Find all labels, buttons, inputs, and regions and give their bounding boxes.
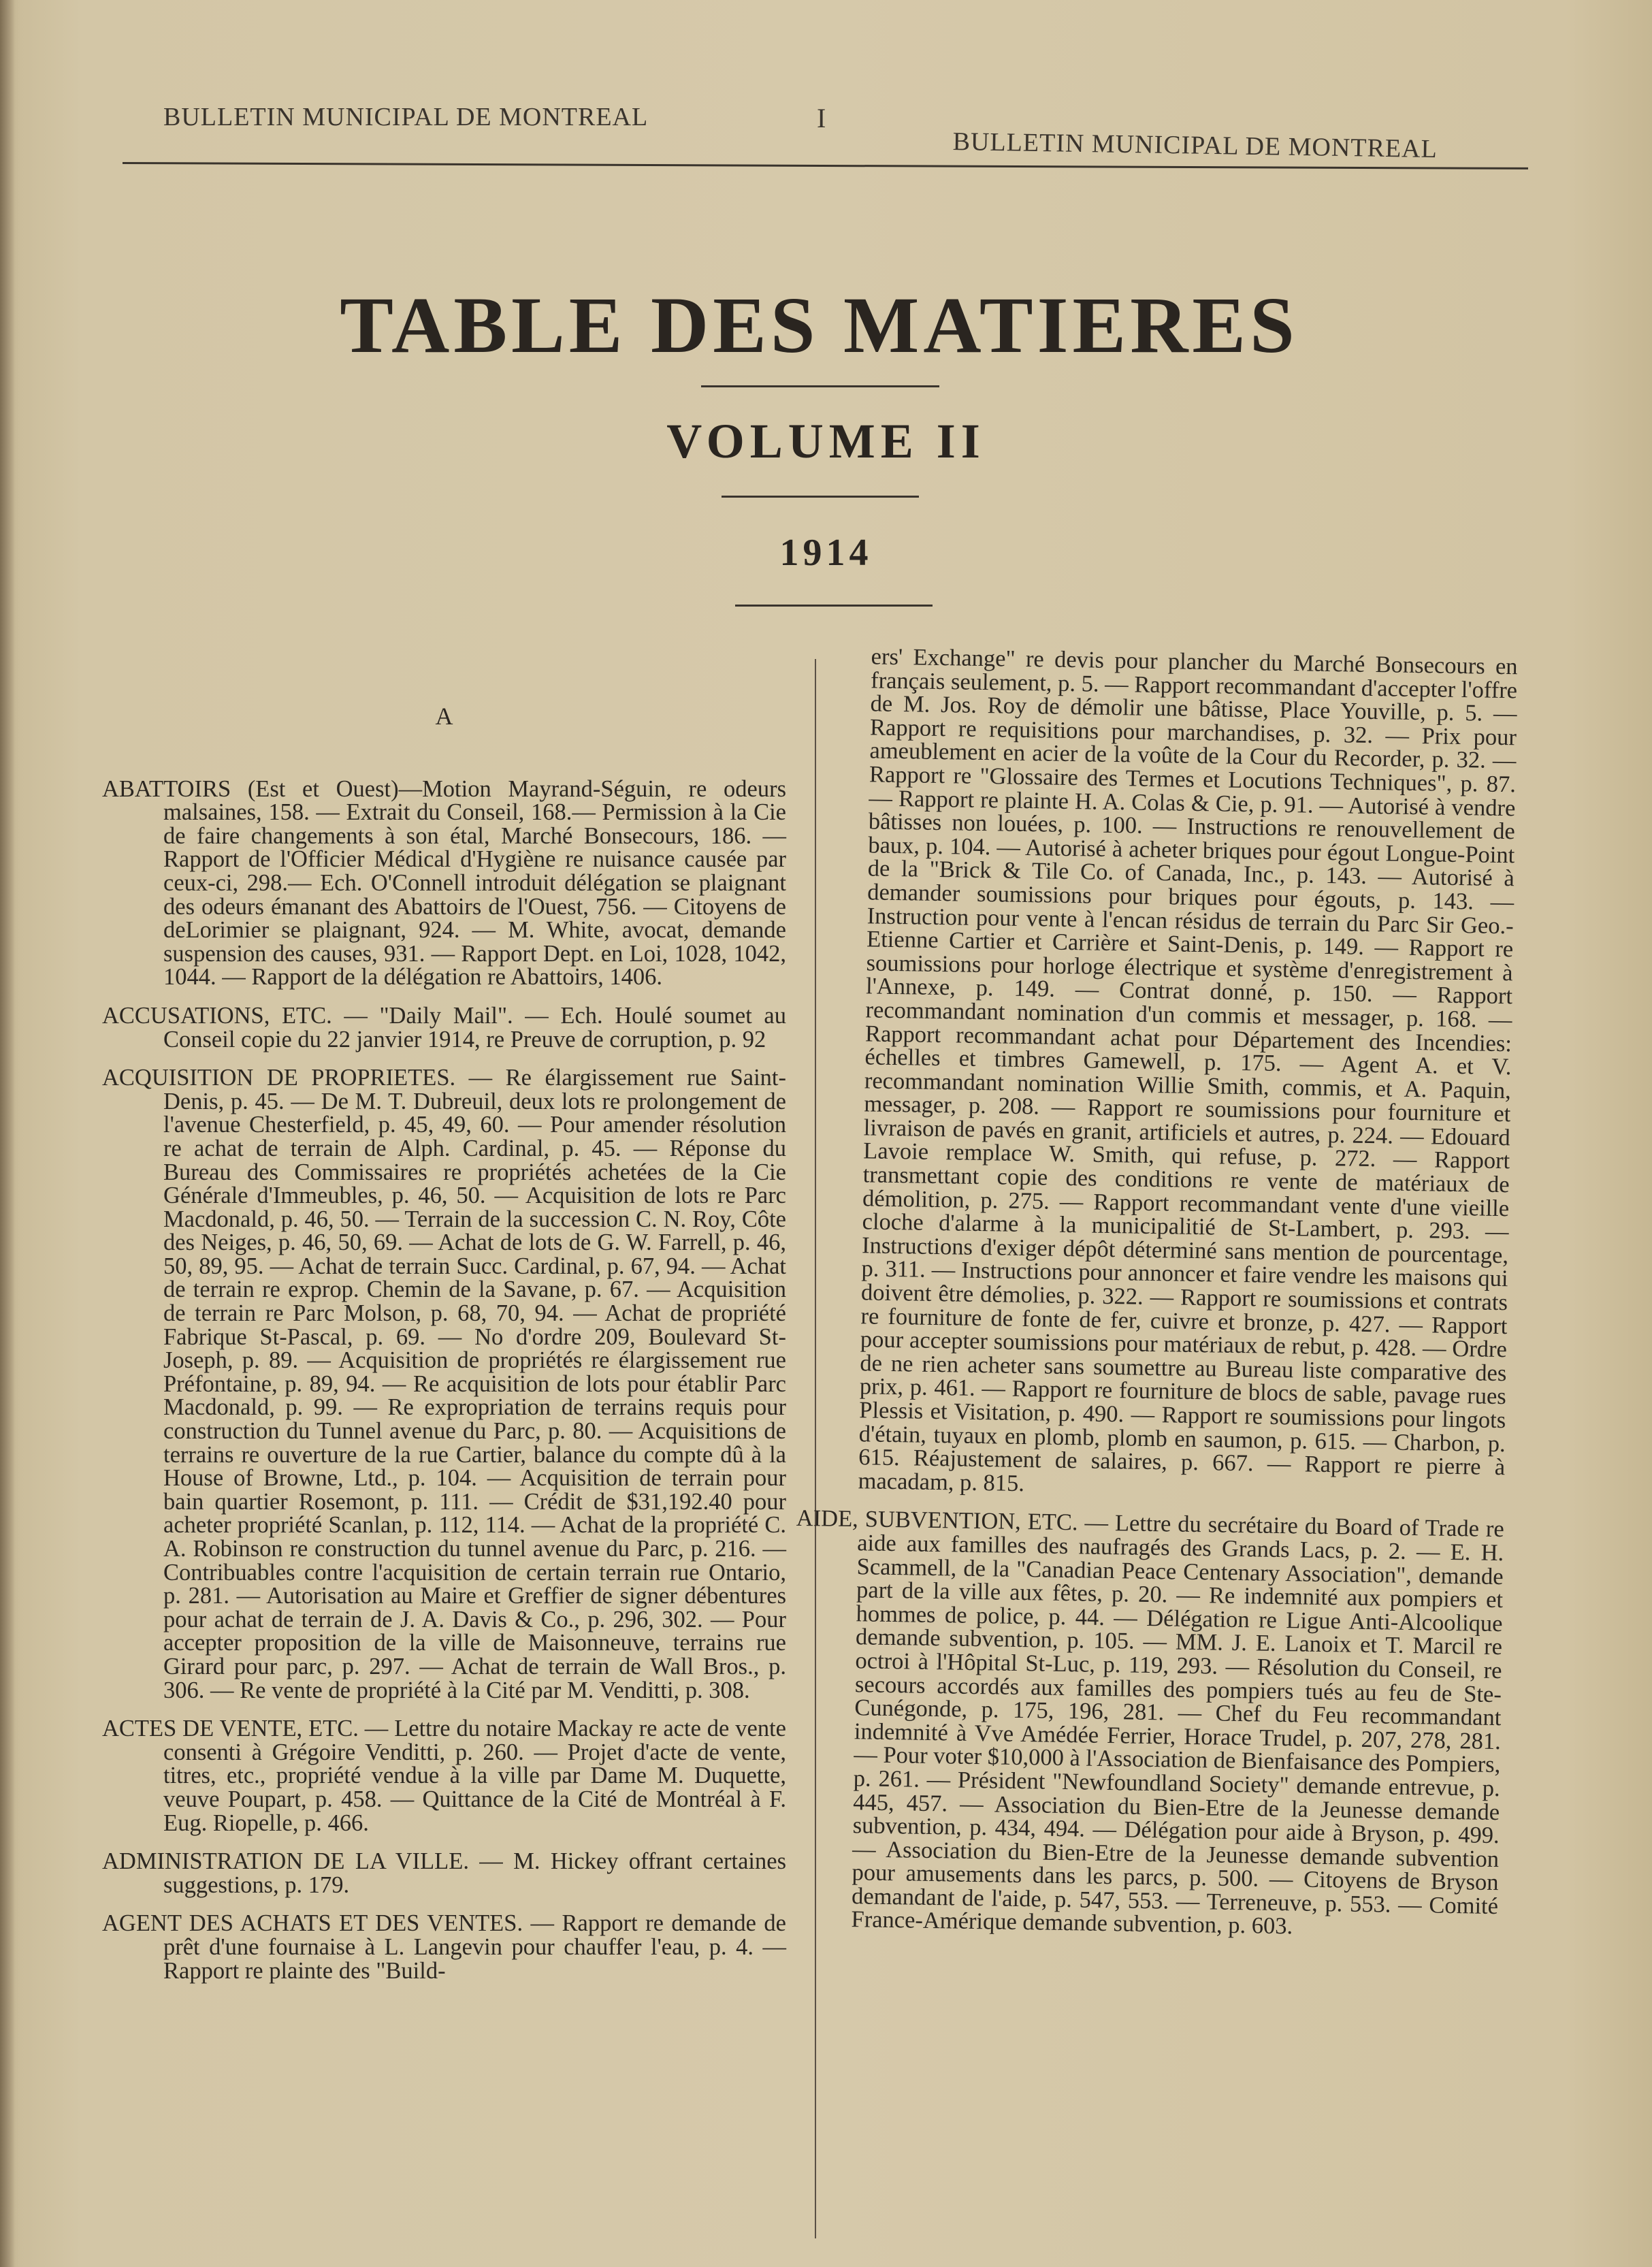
- index-entry-acquisition: ACQUISITION DE PROPRIETES. — Re élargissement rue Saint-Denis, p. 45. — De M. T. Dubreuil, deux lots re prolongement de l'avenue Chesterfield, p. 45, 49, 60. — Pour amender résolution re achat de terrain de Alph. Cardinal, p. 45. — Réponse du Bureau des Commissaires re propriétés achetées de la Cie Générale d'Immeubles, p. 46, 50. — Acquisition de lots re Parc Macdonald, p. 46, 50. — Terrain de la succession C. N. Roy, Côte des Neiges, p. 46, 50, 69. — Achat de lots de G. W. Farrell, p. 46, 50, 89, 95. — Achat de terrain Succ. Cardinal, p. 67, 94. — Achat de terrain re exprop. Chemin de la Savane, p. 67. — Acquisition de terrain re Parc Molson, p. 68, 70, 94. — Achat de propriété Fabrique St-Pascal, p. 69. — No d'ordre 209, Boulevard St-Joseph, p. 89. — Acquisition de propriétés re élargissement rue Préfontaine, p. 89, 94. — Re acquisition de lots pour établir Parc Macdonald, p. 99. — Re expropriation de terrains requis pour construction du Tunnel avenue du Parc, p. 80. — Acquisitions de terrains re ouverture de la rue Cartier, balance du compte dû à la House of Browne, Ltd., p. 104. — Acquisition de terrain pour bain quartier Rosemont, p. 111. — Crédit de $31,192.40 pour acheter propriété Scanlan, p. 112, 114. — Achat de la propriété C. A. Robinson re construction du tunnel avenue du Parc, p. 216. — Contribuables contre l'acquisition de certain terrain rue Ontario, p. 281. — Autorisation au Maire et Greffier de signer débentures pour achat de terrain de J. A. Davis & Co., p. 296, 302. — Pour accepter proposition de la ville de Maisonneuve, terrains rue Girard pour parc, p. 297. — Achat de terrain de Wall Bros., p. 306. — Re vente de propriété à la Cité par M. Venditti, p. 308.: [102, 1065, 786, 1703]
- volume-title: VOLUME II: [666, 414, 986, 468]
- header-rule: [123, 162, 1528, 170]
- index-entry-continuation: ers' Exchange" re devis pour plancher du Marché Bonsecours en français seulement, p. 5. — Rapport recommandant d'accepter l'offre de M. Jos. Roy de démolir une bâtisse, Place Youville, p. 5. — Rapport re requisitions pour marchandises, p. 32. — Prix pour ameublement en acier de la voûte de la Cour du Recorder, p. 32. — Rapport re "Glossaire des Termes et Locutions Techniques", p. 87. — Rapport re plainte H. A. Colas & Cie, p. 91. — Autorisé à vendre bâtisses non louées, p. 100. — Instructions re renouvellement de baux, p. 104. — Autorisé à acheter briques pour égout Longue-Point de la "Brick & Tile Co. of Canada, Inc., p. 143. — Autorisé à demander soumissions pour briques pour égouts, p. 143. — Instruction pour vente à l'encan résidus de terrain du Parc Sir Geo.-Etienne Cartier et Carrière et Saint-Denis, p. 149. — Rapport re soumissions pour horloge électrique et système d'enregistrement à l'Annexe, p. 149. — Contrat donné, p. 150. — Rapport recommandant nomination d'un commis et messager, p. 168. — Rapport recommandant achat pour Département des Incendies: échelles et timbres Gamewell, p. 175. — Agent A. et V. recommandant nomination Willie Smith, commis, et A. Paquin, messager, p. 208. — Rapport re soumissions pour fourniture et livraison de pavés en granit, artificiels et autres, p. 224. — Edouard Lavoie remplace W. Smith, qui refuse, p. 272. — Rapport transmettant copie des conditions re vente de matériaux de démolition, p. 275. — Rapport recommandant vente d'une vieille cloche d'alarme à la municipalitié de St-Lambert, p. 293. — Instructions d'exiger dépôt déterminé sans mention de pourcentage, p. 311. — Instructions pour annoncer et faire vendre les maisons qui doivent être démolies, p. 322. — Rapport re soumissions et contrats re fourniture de fonte de fer, cuivre et bronze, p. 427. — Rapport pour accepter soumissions pour matériaux de rebut, p. 428. — Ordre de ne rien acheter sans soumettre au Bureau liste comparative des prix, p. 461. — Rapport re fourniture de blocs de sable, pavage rues Plessis et Visitation, p. 490. — Rapport re soumissions pour lingots d'étain, tuyaux en plomb, plomb en saumon, p. 615. — Charbon, p. 615. Réajustement de salaires, p. 667. — Rapport re pierre à macadam, p. 815.: [858, 643, 1518, 1496]
- index-entry-agent-des-achats: AGENT DES ACHATS ET DES VENTES. — Rapport re demande de prêt d'une fournaise à L. Langevin pour chauffer l'eau, p. 4. — Rapport re plainte des "Build-: [102, 1910, 786, 1984]
- right-column: [790, 644, 1518, 1955]
- section-letter: A: [435, 703, 453, 730]
- index-entry-accusations: ACCUSATIONS, ETC. — "Daily Mail". — Ech. Houlé soumet au Conseil copie du 22 janvier 1914, re Preuve de corruption, p. 92: [102, 1002, 786, 1052]
- title-rule: [701, 385, 939, 387]
- running-head-left: BULLETIN MUNICIPAL DE MONTREAL: [163, 103, 649, 131]
- year-title: 1914: [779, 532, 873, 574]
- index-entry-abattoirs: ABATTOIRS (Est et Ouest)—Motion Mayrand-Séguin, re odeurs malsaines, 158. — Extrait du Conseil, 168.— Permission à la Cie de faire changements à son étal, Marché Bonsecours, 186. — Rapport de l'Officier Médical d'Hygiène re nuisance causée par ceux-ci, 298.— Ech. O'Connell introduit délégation se plaignant des odeurs émanant des Abattoirs de l'Ouest, 756. — Citoyens de deLorimier se plaignant, 924. — M. White, avocat, demande suspension des causes, 931. — Rapport Dept. en Loi, 1028, 1042, 1044. — Rapport de la délégation re Abattoirs, 1406.: [102, 775, 786, 991]
- index-entry-administration: ADMINISTRATION DE LA VILLE. — M. Hickey offrant certaines suggestions, p. 179.: [102, 1848, 786, 1898]
- left-column: [102, 705, 786, 1996]
- running-head-right: BULLETIN MUNICIPAL DE MONTREAL: [952, 127, 1438, 164]
- index-entry-aide-subvention: AIDE, SUBVENTION, ETC. — Lettre du secrétaire du Board of Trade re aide aux familles des naufragés des Grands Lacs, p. 2. — E. H. Scammell, de la "Canadian Peace Centenary Association", demande part de la ville aux fêtes, p. 20. — Re indemnité aux pompiers et hommes de police, p. 44. — Délégation re Ligue Anti-Alcoolique demande subvention, p. 105. — MM. J. E. Lanoix et T. Marcil re octroi à l'Hôpital St-Luc, p. 119, 293. — Résolution du Conseil, re secours accordés aux familles des pompiers tués au feu de Ste-Cunégonde, p. 175, 196, 281. — Chef du Feu recommandant indemnité à Vve Amédée Ferrier, Horace Trudel, p. 207, 278, 281. — Pour voter $10,000 à l'Association de Bienfaisance des Pompiers, p. 261. — Président "Newfoundland Society" demande entrevue, p. 445, 457. — Association du Bien-Etre de la Jeunesse demande subvention, p. 434, 494. — Délégation pour aide à Bryson, p. 499. — Association du Bien-Etre de la Jeunesse demande subvention pour amusements dans les parcs, p. 500. — Citoyens de Bryson demandant de l'aide, p. 547, 553. — Terreneuve, p. 553. — Comité France-Amérique demande subvention, p. 603.: [796, 1505, 1504, 1940]
- index-entry-actes-de-vente: ACTES DE VENTE, ETC. — Lettre du notaire Mackay re acte de vente consenti à Grégoire Venditti, p. 260. — Projet d'acte de vente, titres, etc., propriété vendue à la ville par Dame M. Duquette, veuve Poupart, p. 458. — Quittance de la Cité de Montréal à F. Eug. Riopelle, p. 466.: [102, 1716, 786, 1836]
- page-number: I: [817, 103, 827, 133]
- volume-rule: [722, 496, 919, 498]
- year-rule: [735, 605, 933, 607]
- page-title: TABLE DES MATIERES: [340, 280, 1299, 370]
